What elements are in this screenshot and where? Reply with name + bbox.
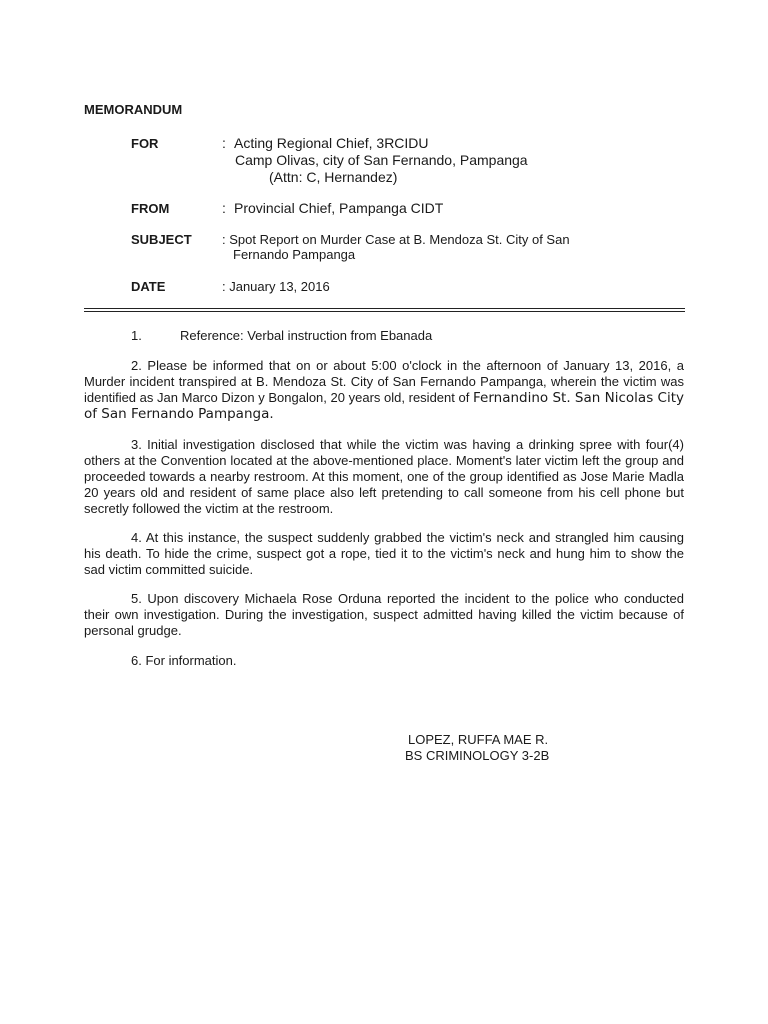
paragraph-2-address: Fernandino St. San Nicolas City of San Fernando Pampanga. (84, 390, 684, 422)
from-label: FROM (131, 201, 170, 216)
paragraph-3: 3. Initial investigation disclosed that while the victim was having a drinking spree with four(4) others at the Convention located at the above-mentioned place. Moment's later victim left the group and proceeded towards a nearby restroom. At this moment, one of the group identified as Jose Marie Madla 20 years old and resident of same place also left pretending to call someone from his cell phone but secretly followed the victim at the restroom. (84, 437, 684, 516)
for-label: FOR (131, 136, 159, 151)
paragraph-1-number: 1. (131, 328, 142, 343)
subject-line-1: : Spot Report on Murder Case at B. Mendoza St. City of San (222, 232, 570, 247)
from-colon: : (222, 200, 226, 216)
subject-label: SUBJECT (131, 232, 192, 247)
paragraph-2-text: 2. Please be informed that on or about 5:00 o'clock in the afternoon of January 13, 2016, a Murder incident transpired at B. Mendoza St. City of San Fernando Pampanga, wherein the victim was identified as Jan Marco Dizon y Bongalon, 20 years old, resident of (84, 358, 684, 405)
paragraph-6: 6. For information. (131, 653, 237, 668)
signatory-course: BS CRIMINOLOGY 3-2B (405, 748, 550, 763)
divider-rule-bottom (84, 311, 685, 312)
for-colon: : (222, 135, 226, 151)
paragraph-1-text: Reference: Verbal instruction from Ebanada (180, 328, 433, 343)
for-line-3: (Attn: C, Hernandez) (269, 169, 398, 185)
subject-line-2: Fernando Pampanga (233, 247, 356, 262)
date-label: DATE (131, 279, 166, 294)
from-value: Provincial Chief, Pampanga CIDT (234, 200, 444, 216)
date-value: : January 13, 2016 (222, 279, 330, 294)
for-line-1: Acting Regional Chief, 3RCIDU (234, 135, 429, 151)
paragraph-2 (84, 358, 684, 422)
for-line-2: Camp Olivas, city of San Fernando, Pampanga (235, 152, 528, 168)
paragraph-5: 5. Upon discovery Michaela Rose Orduna reported the incident to the police who conducted their own investigation. During the investigation, suspect admitted having killed the victim because of personal grudge. (84, 591, 684, 638)
signatory-name: LOPEZ, RUFFA MAE R. (408, 732, 549, 747)
memo-title: MEMORANDUM (84, 102, 183, 117)
divider-rule-top (84, 308, 685, 309)
paragraph-4: 4. At this instance, the suspect suddenly grabbed the victim's neck and strangled him causing his death. To hide the crime, suspect got a rope, tied it to the victim's neck and hung him to show the sad victim committed suicide. (84, 530, 684, 577)
